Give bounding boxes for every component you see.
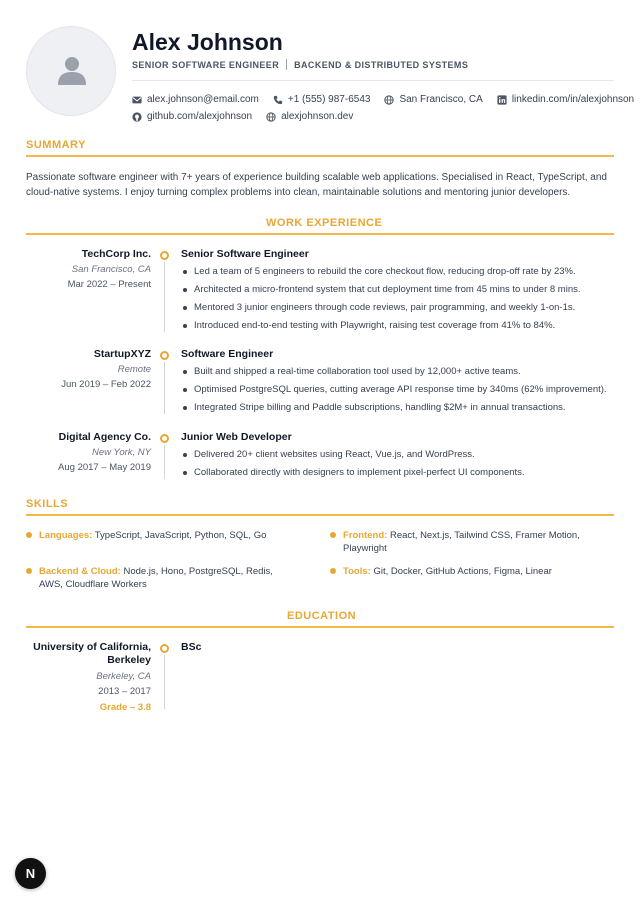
skill-item (26, 565, 296, 591)
timeline-dot (160, 251, 169, 260)
experience-divider (26, 233, 614, 235)
job-details (181, 431, 614, 485)
education-meta (26, 641, 151, 713)
summary-text: Passionate software engineer with 7+ years of experience building scalable web applications. Specialised in React, TypeScript, and cloud-native systems. I enjoy turning complex problems into clean, maintainable solutions and mentoring junior developers. (26, 172, 607, 198)
job-titles (132, 59, 468, 70)
skill-value: Node.js, Hono, PostgreSQL, Redis, AWS, Cloudflare Workers (39, 566, 273, 590)
list-item: Integrated Stripe billing and Paddle subscriptions, handling $2M+ in annual transactions. (181, 402, 614, 414)
avatar (26, 26, 116, 116)
skill-item (330, 529, 600, 555)
skill-label: Backend & Cloud: (39, 566, 121, 577)
job-location: New York, NY (92, 447, 151, 458)
skill-value: Git, Docker, GitHub Actions, Figma, Linear (373, 566, 552, 577)
job-role: Junior Web Developer (181, 431, 292, 443)
company-name: TechCorp Inc. (81, 248, 151, 260)
list-item: Mentored 3 junior engineers through code reviews, pair programming, and weekly 1-on-1s. (181, 302, 614, 314)
timeline-dot (160, 644, 169, 653)
list-item: Architected a micro-frontend system that cut deployment time from 45 mins to under 8 mins. (181, 284, 614, 296)
job-bullets (181, 449, 614, 479)
bullet-dot (330, 568, 336, 574)
contact-linkedin[interactable]: linkedin.com/in/alexjohnson (497, 94, 634, 105)
skill-value: TypeScript, JavaScript, Python, SQL, Go (94, 530, 267, 541)
phone-icon (273, 95, 283, 105)
contact-github[interactable]: github.com/alexjohnson (132, 111, 252, 122)
list-item: Collaborated directly with designers to implement pixel-perfect UI components. (181, 467, 614, 479)
bullet-dot (330, 532, 336, 538)
experience-heading: WORK EXPERIENCE (266, 217, 383, 229)
school-name: University of California, Berkeley (33, 641, 151, 666)
next-logo-icon: N (25, 866, 36, 881)
header-divider (132, 80, 614, 81)
bullet-dot (26, 568, 32, 574)
education-divider (26, 626, 614, 628)
job-meta (26, 248, 151, 290)
candidate-name: Alex Johnson (132, 29, 283, 55)
job-dates: Aug 2017 – May 2019 (58, 462, 151, 473)
bullet-dot (26, 532, 32, 538)
skill-label: Languages: (39, 530, 93, 541)
list-item: Introduced end-to-end testing with Playwright, raising test coverage from 41% to 84%. (181, 320, 614, 332)
job-dates: Mar 2022 – Present (67, 279, 151, 290)
education-grade: Grade – 3.8 (99, 702, 151, 713)
job-meta (26, 348, 151, 390)
education-details (181, 641, 614, 653)
title-divider (286, 59, 287, 70)
globe-icon (266, 112, 276, 122)
degree: BSc (181, 641, 202, 653)
skills-divider (26, 514, 614, 516)
job-meta (26, 431, 151, 473)
contact-phone[interactable]: +1 (555) 987-6543 (273, 94, 371, 105)
job-details (181, 248, 614, 338)
contact-list (132, 91, 635, 125)
job-dates: Jun 2019 – Feb 2022 (61, 379, 151, 390)
job-bullets (181, 266, 614, 332)
timeline-dot (160, 351, 169, 360)
list-item: Optimised PostgreSQL queries, cutting average API response time by 340ms (62% improvement). (181, 384, 614, 396)
next-badge-button[interactable] (15, 858, 46, 889)
skills-heading: SKILLS (26, 498, 69, 510)
globe-icon (384, 95, 394, 105)
skill-item (26, 529, 296, 542)
mail-icon (132, 95, 142, 105)
list-item: Delivered 20+ client websites using React, Vue.js, and WordPress. (181, 449, 614, 461)
contact-website[interactable]: alexjohnson.dev (266, 111, 353, 122)
job-location: San Francisco, CA (71, 264, 151, 275)
skill-label: Frontend: (343, 530, 388, 541)
company-name: StartupXYZ (93, 348, 151, 360)
education-dates: 2013 – 2017 (98, 686, 151, 697)
summary-divider (26, 155, 614, 157)
timeline-dot (160, 434, 169, 443)
education-heading: EDUCATION (287, 610, 357, 622)
company-name: Digital Agency Co. (58, 431, 151, 443)
title-primary: SENIOR SOFTWARE ENGINEER (132, 59, 280, 70)
education-location: Berkeley, CA (96, 671, 151, 682)
skill-value: React, Next.js, Tailwind CSS, Framer Motion, Playwright (343, 530, 580, 554)
job-role: Senior Software Engineer (181, 248, 309, 260)
linkedin-icon (497, 95, 507, 105)
user-icon (56, 55, 88, 87)
timeline-line (164, 655, 165, 709)
job-bullets (181, 366, 614, 414)
list-item: Led a team of 5 engineers to rebuild the core checkout flow, reducing drop-off rate by 23%. (181, 266, 614, 278)
github-icon (132, 112, 142, 122)
title-secondary: BACKEND & DISTRIBUTED SYSTEMS (294, 59, 469, 70)
timeline-line (164, 445, 165, 479)
summary-heading: SUMMARY (26, 139, 86, 151)
job-role: Software Engineer (181, 348, 274, 360)
skill-item (330, 565, 600, 578)
timeline-line (164, 362, 165, 414)
contact-email[interactable]: alex.johnson@email.com (132, 94, 259, 105)
contact-location: San Francisco, CA (384, 94, 482, 105)
list-item: Built and shipped a real-time collaboration tool used by 12,000+ active teams. (181, 366, 614, 378)
job-location: Remote (117, 364, 151, 375)
timeline-line (164, 262, 165, 332)
skill-label: Tools: (343, 566, 371, 577)
job-details (181, 348, 614, 420)
